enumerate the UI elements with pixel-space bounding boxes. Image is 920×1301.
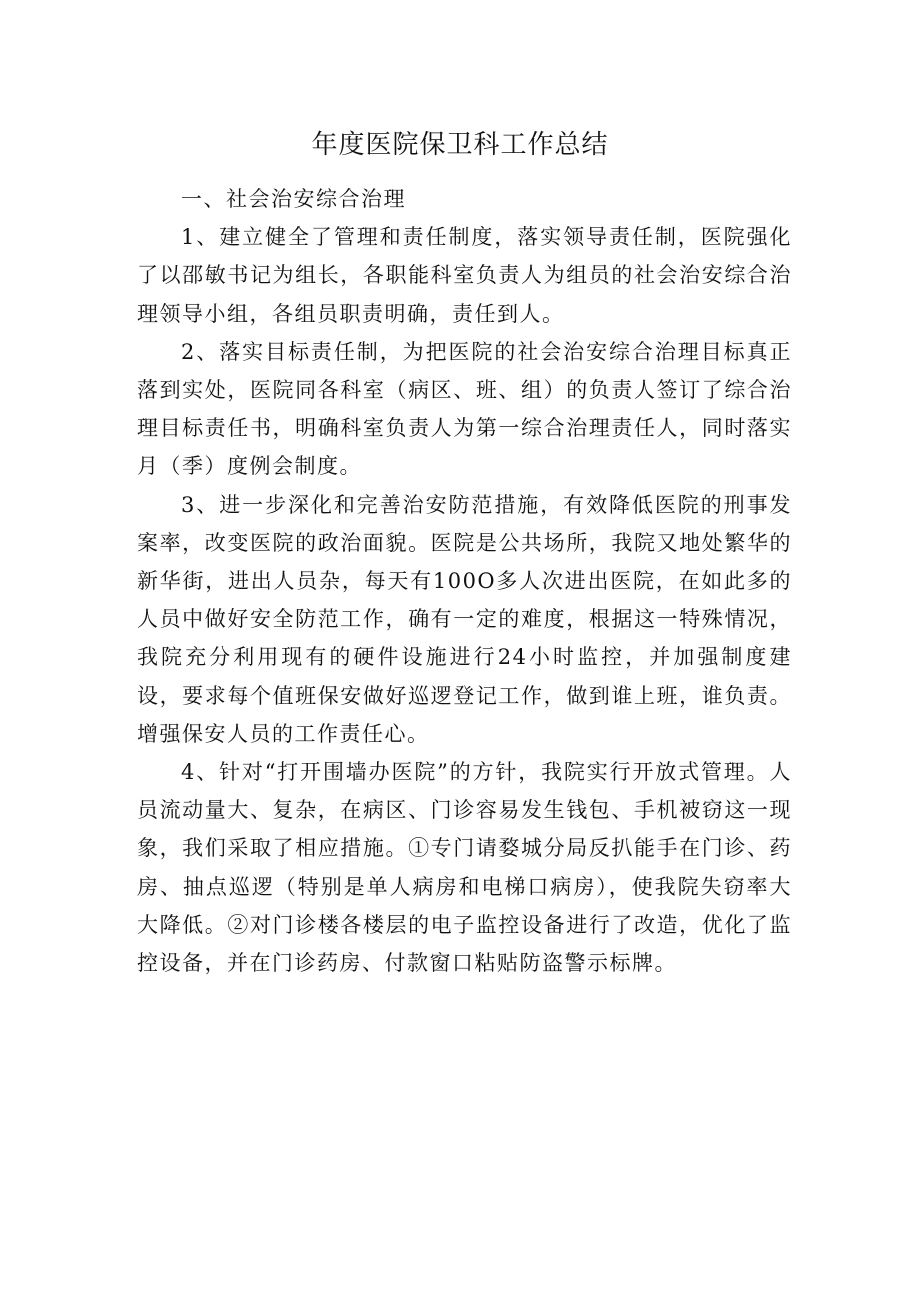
paragraph-1: 1、建立健全了管理和责任制度，落实领导责任制，医院强化了以邵敏书记为组长，各职能科室负责人为组员的社会治安综合治理领导小组，各组员职责明确，责任到人。 bbox=[137, 225, 792, 326]
section-heading: 一、社会治安综合治理 bbox=[181, 187, 406, 211]
paragraph-3: 3、进一步深化和完善治安防范措施，有效降低医院的刑事发案率，改变医院的政治面貌。医院是公共场所，我院又地处繁华的新华街，进出人员杂，每天有100O多人次进出医院，在如此多的人员中做好安全防范工作，确有一定的难度，根据这一特殊情况，我院充分利用现有的硬件设施进行24小时监控，并加强制度建设，要求每个值班保安做好巡逻登记工作，做到谁上班，谁负责。增强保安人员的工作责任心。 bbox=[137, 492, 792, 746]
paragraph-2: 2、落实目标责任制，为把医院的社会治安综合治理目标真正落到实处，医院同各科室（病区、班、组）的负责人签订了综合治理目标责任书，明确科室负责人为第一综合治理责任人，同时落实月（季）度例会制度。 bbox=[137, 339, 792, 479]
document-title: 年度医院保卫科工作总结 bbox=[311, 130, 609, 160]
document-body bbox=[137, 180, 792, 982]
paragraph-4: 4、针对“打开围墙办医院”的方针，我院实行开放式管理。人员流动量大、复杂，在病区、门诊容易发生钱包、手机被窃这一现象，我们采取了相应措施。①专门请婺城分局反扒能手在门诊、药房、抽点巡逻（特别是单人病房和电梯口病房），使我院失窃率大大降低。②对门诊楼各楼层的电子监控设备进行了改造，优化了监控设备，并在门诊药房、付款窗口粘贴防盗警示标牌。 bbox=[137, 760, 792, 976]
